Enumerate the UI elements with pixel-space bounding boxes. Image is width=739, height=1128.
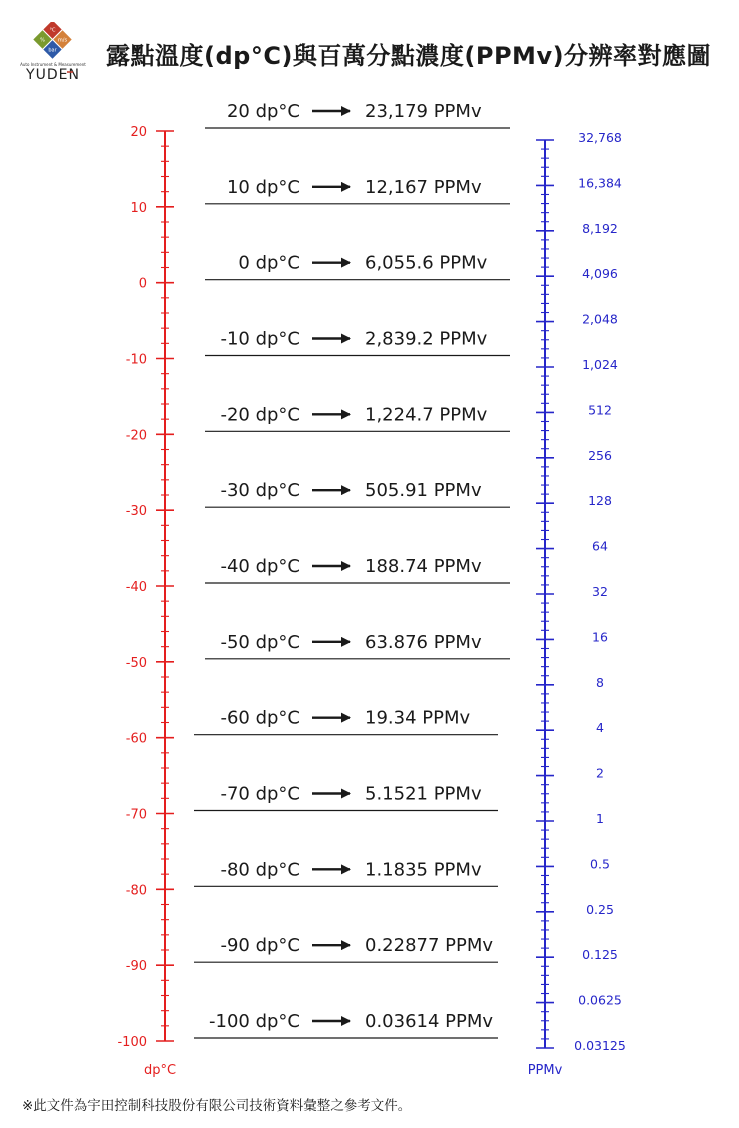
dp-value-label: -90 dp°C (220, 935, 300, 957)
right-tick-label: 64 (592, 538, 608, 554)
conversion-row (194, 935, 498, 962)
ppmv-value-label: 23,179 PPMv (365, 101, 482, 122)
ppmv-value-label: 5.1521 PPMv (365, 783, 482, 805)
left-tick-label: -10 (125, 352, 147, 368)
left-tick-label: -40 (125, 580, 147, 595)
left-axis-label: dp°C (143, 1063, 177, 1078)
conversion-row (205, 329, 510, 356)
conversion-row (205, 253, 510, 280)
dp-value-label: -100 dp°C (209, 1011, 300, 1032)
right-tick-label: 1 (596, 811, 604, 826)
ppmv-value-label: 19.34 PPMv (365, 707, 471, 729)
conversion-row (205, 101, 510, 128)
ppmv-value-label: 0.03614 PPMv (365, 1011, 494, 1032)
right-tick-label: 0.03125 (574, 1038, 626, 1053)
left-tick-label: -50 (125, 655, 147, 671)
left-tick-label: 0 (138, 276, 147, 292)
right-axis (528, 130, 626, 1078)
dp-value-label: -40 dp°C (220, 556, 300, 577)
dp-value-label: 10 dp°C (226, 176, 300, 198)
ppmv-value-label: 63.876 PPMv (365, 631, 482, 653)
dp-value-label: -80 dp°C (220, 859, 300, 881)
dp-value-label: 0 dp°C (238, 252, 300, 274)
right-tick-label: 4 (596, 720, 604, 736)
right-tick-label: 32 (592, 584, 608, 599)
ppmv-value-label: 6,055.6 PPMv (365, 252, 488, 274)
right-tick-label: 2 (596, 765, 604, 781)
dp-value-label: -50 dp°C (220, 631, 300, 653)
left-tick-label: -70 (125, 807, 147, 823)
left-tick-label: 20 (130, 125, 147, 140)
dp-value-label: -60 dp°C (220, 707, 300, 729)
conversion-row (205, 177, 510, 204)
right-tick-label: 16 (592, 629, 608, 645)
conversion-row (194, 784, 498, 811)
right-tick-label: 512 (588, 402, 612, 418)
logo-unit-percent: % (40, 37, 45, 44)
dp-value-label: -20 dp°C (220, 404, 300, 426)
ppmv-value-label: 505.91 PPMv (365, 480, 482, 502)
conversion-row (205, 632, 510, 659)
footer-note: ※此文件為宇田控制科技股份有限公司技術資料彙整之參考文件。 (22, 1098, 412, 1114)
logo-unit-ms: m/s (57, 37, 68, 44)
ppmv-value-label: 0.22877 PPMv (365, 935, 494, 957)
logo-unit-c: °C (49, 27, 56, 34)
right-tick-label: 16,384 (578, 175, 622, 191)
left-tick-label: -100 (117, 1035, 147, 1050)
left-axis (117, 125, 176, 1078)
logo-tagline: Auto Instrument & Measurement (20, 62, 86, 67)
right-axis-label: PPMv (527, 1063, 563, 1078)
right-tick-label: 2,048 (582, 311, 618, 327)
conversion-rows (194, 101, 510, 1038)
ppmv-value-label: 1.1835 PPMv (365, 859, 482, 881)
right-tick-label: 0.5 (590, 856, 610, 872)
right-tick-label: 1,024 (582, 357, 618, 372)
conversion-row (194, 1011, 498, 1038)
dp-value-label: -30 dp°C (220, 480, 300, 502)
conversion-row (194, 859, 498, 886)
right-tick-label: 256 (588, 447, 612, 463)
right-tick-label: 0.25 (586, 901, 614, 917)
dp-value-label: -10 dp°C (220, 328, 300, 350)
right-tick-label: 8,192 (582, 220, 618, 236)
left-tick-label: 10 (130, 200, 147, 216)
right-tick-label: 4,096 (582, 266, 618, 282)
ppmv-value-label: 2,839.2 PPMv (365, 328, 488, 350)
left-tick-label: -60 (125, 731, 147, 747)
conversion-row (205, 404, 510, 431)
conversion-row (205, 556, 510, 583)
left-tick-label: -20 (125, 428, 147, 444)
right-tick-label: 0.0625 (578, 992, 622, 1008)
conversion-row (205, 480, 510, 507)
ppmv-value-label: 188.74 PPMv (365, 556, 482, 577)
left-tick-label: -80 (125, 883, 147, 899)
ppmv-value-label: 1,224.7 PPMv (365, 404, 488, 426)
right-tick-label: 0.125 (582, 947, 618, 963)
ppmv-value-label: 12,167 PPMv (365, 176, 482, 198)
right-tick-label: 128 (588, 493, 612, 509)
conversion-row (194, 708, 498, 735)
page-title: 露點溫度(dp°C)與百萬分點濃度(PPMv)分辨率對應圖 (106, 42, 712, 70)
left-tick-label: -30 (125, 504, 147, 520)
left-tick-label: -90 (125, 959, 147, 975)
right-tick-label: 32,768 (578, 130, 622, 145)
logo-unit-bar: bar (48, 47, 57, 54)
right-tick-label: 8 (596, 674, 604, 690)
dp-value-label: -70 dp°C (220, 783, 300, 805)
logo-brand: YUDEN (26, 67, 80, 82)
dp-value-label: 20 dp°C (226, 101, 300, 122)
